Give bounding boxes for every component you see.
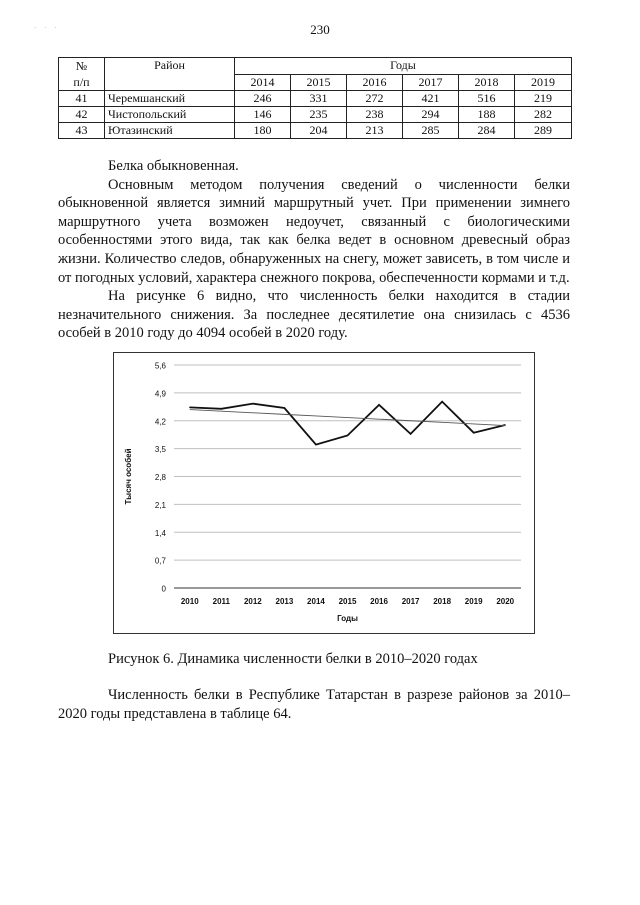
y-tick-label: 2,8 — [154, 473, 166, 482]
cell-value: 289 — [515, 123, 572, 139]
y-tick-label: 1,4 — [154, 528, 166, 538]
y-tick-label: 4,2 — [154, 417, 166, 427]
cell-value: 294 — [403, 107, 459, 123]
paragraph-3 — [58, 686, 570, 723]
paragraph-3-text: Численность белки в Республике Татарстан в разрезе районов за 2010–2020 годы представлена в таблице 64. — [58, 687, 570, 722]
cell-value: 331 — [291, 91, 347, 107]
page-number: 230 — [310, 22, 330, 37]
districts-table — [58, 57, 572, 139]
x-axis-label: Годы — [337, 614, 358, 623]
header-years: Годы — [235, 58, 572, 75]
y-axis-label: Тысяч особей — [124, 448, 133, 505]
x-tick-label: 2010 — [180, 597, 199, 606]
table-header-row — [59, 58, 572, 75]
district-name: Ютазинский — [105, 123, 235, 139]
data-point — [252, 403, 253, 404]
year-header: 2018 — [459, 74, 515, 91]
table-row — [59, 91, 572, 107]
paragraph-2: На рисунке 6 видно, что численность белки находится в стадии незначительного снижения. За последнее десятилетие она снизилась с 4536 особей в 2010 году до 4094 особей в 2020 году. — [58, 288, 570, 342]
cell-value: 219 — [515, 91, 572, 107]
scan-artifact: · · · — [34, 24, 60, 32]
row-number: 42 — [59, 107, 105, 123]
cell-value: 213 — [347, 123, 403, 139]
table-row — [59, 123, 572, 139]
cell-value: 188 — [459, 107, 515, 123]
x-tick-label: 2016 — [370, 597, 388, 606]
year-header: 2015 — [291, 74, 347, 91]
data-point — [347, 435, 348, 436]
section-heading: Белка обыкновенная. — [108, 158, 239, 174]
cell-value: 285 — [403, 123, 459, 139]
cell-value: 421 — [403, 91, 459, 107]
y-tick-label: 4,9 — [154, 389, 166, 399]
x-tick-label: 2019 — [464, 597, 483, 606]
table-body — [59, 91, 572, 139]
district-name: Черемшанский — [105, 91, 235, 107]
data-point — [410, 433, 411, 434]
table-row — [59, 107, 572, 123]
district-name: Чистопольский — [105, 107, 235, 123]
figure-caption: Рисунок 6. Динамика численности белки в 2010–2020 годах — [108, 651, 478, 667]
cell-value: 272 — [347, 91, 403, 107]
x-tick-label: 2018 — [433, 597, 452, 606]
data-point — [284, 407, 285, 408]
cell-value: 516 — [459, 91, 515, 107]
data-point — [315, 444, 316, 445]
cell-value: 235 — [291, 107, 347, 123]
year-header: 2014 — [235, 74, 291, 91]
header-num-line1: № — [75, 59, 88, 73]
main-text — [58, 157, 570, 343]
data-point — [473, 432, 474, 433]
cell-value: 238 — [347, 107, 403, 123]
paragraph-1: Основным методом получения сведений о численности белки обыкновенной является зимний маршрутный учет. При применении зимнего маршрутного учета возможен недоучет, связанный с биологическими особенностями этого вида, так как белка ведет в основном древесный образ жизни. Количество следов, обнаруженных на снегу, может зависеть, в том числе и от погодных условий, характера снежного покрова, обеспеченности кормами и т.д. — [58, 176, 570, 286]
year-header: 2016 — [347, 74, 403, 91]
y-tick-label: 3,5 — [154, 445, 166, 455]
year-header: 2017 — [403, 74, 459, 91]
y-tick-label: 5,6 — [154, 361, 166, 371]
squirrel-population-chart — [114, 353, 534, 633]
cell-value: 282 — [515, 107, 572, 123]
x-tick-label: 2015 — [338, 597, 357, 606]
header-num-line2: п/п — [73, 75, 90, 89]
x-tick-label: 2013 — [275, 597, 294, 606]
header-num — [59, 58, 105, 91]
x-tick-label: 2014 — [307, 597, 325, 606]
data-point — [378, 404, 379, 405]
row-number: 43 — [59, 123, 105, 139]
cell-value: 204 — [291, 123, 347, 139]
y-tick-label: 0 — [161, 584, 166, 594]
x-tick-label: 2011 — [212, 597, 230, 606]
data-point — [442, 401, 443, 402]
chart-frame — [113, 352, 535, 634]
data-point — [189, 407, 190, 408]
header-district: Район — [105, 58, 235, 91]
y-tick-label: 0,7 — [154, 556, 166, 566]
cell-value: 180 — [235, 123, 291, 139]
cell-value: 284 — [459, 123, 515, 139]
row-number: 41 — [59, 91, 105, 107]
data-point — [221, 408, 222, 409]
cell-value: 246 — [235, 91, 291, 107]
cell-value: 146 — [235, 107, 291, 123]
y-tick-label: 2,1 — [154, 500, 166, 510]
x-tick-label: 2020 — [496, 597, 515, 606]
year-header: 2019 — [515, 74, 572, 91]
x-tick-label: 2017 — [401, 597, 420, 606]
x-tick-label: 2012 — [243, 597, 262, 606]
